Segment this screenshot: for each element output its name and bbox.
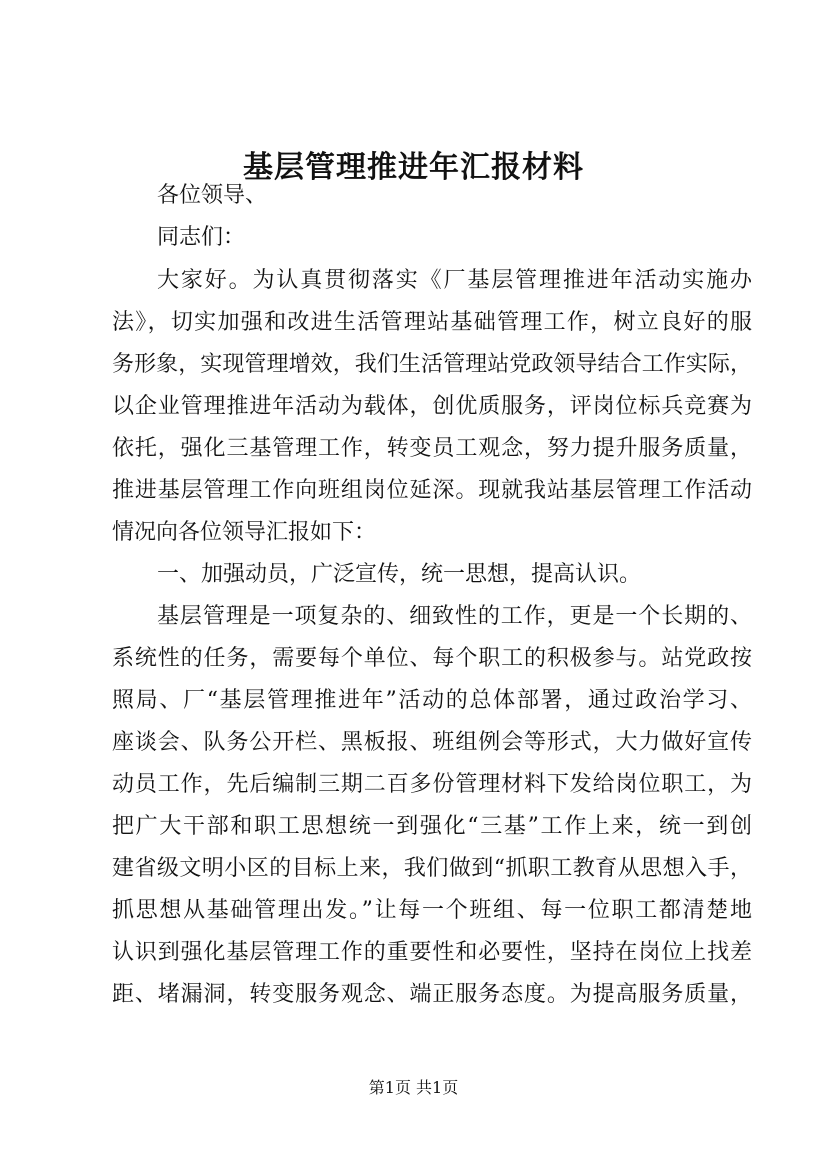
body-line: 座谈会、队务公开栏、黑板报、班组例会等形式，大力做好宣传 (112, 730, 752, 755)
document-title: 基层管理推进年汇报材料 (243, 150, 584, 185)
body-line: 推进基层管理工作向班组岗位延深。现就我站基层管理工作活动 (112, 478, 752, 503)
body-line: 距、堵漏洞，转变服务观念、端正服务态度。为提高服务质量， (112, 982, 752, 1007)
body-line: 系统性的任务，需要每个单位、每个职工的积极参与。站党政按 (112, 646, 752, 671)
body-line: 建省级文明小区的目标上来，我们做到“抓职工教育从思想入手， (112, 856, 752, 881)
body-line: 把广大干部和职工思想统一到强化“三基”工作上来，统一到创 (112, 814, 752, 839)
body-line: 基层管理是一项复杂的、细致性的工作，更是一个长期的、 (157, 604, 752, 629)
salutation-line-1: 各位领导、 (157, 183, 268, 208)
body-line: 大家好。为认真贯彻落实《厂基层管理推进年活动实施办 (157, 268, 752, 293)
section-heading: 一、加强动员，广泛宣传，统一思想，提高认识。 (157, 562, 642, 587)
body-line: 法》，切实加强和改进生活管理站基础管理工作，树立良好的服 (112, 310, 752, 335)
body-line: 以企业管理推进年活动为载体，创优质服务，评岗位标兵竞赛为 (112, 394, 752, 419)
body-line: 照局、厂“基层管理推进年”活动的总体部署，通过政治学习、 (112, 688, 752, 713)
body-line: 动员工作，先后编制三期二百多份管理材料下发给岗位职工，为 (112, 772, 752, 797)
body-line: 依托，强化三基管理工作，转变员工观念，努力提升服务质量， (112, 436, 752, 461)
body-line: 情况向各位领导汇报如下： (112, 520, 377, 545)
body-line: 务形象，实现管理增效，我们生活管理站党政领导结合工作实际， (112, 352, 752, 377)
body-line: 抓思想从基础管理出发。”让每一个班组、每一位职工都清楚地 (112, 898, 752, 923)
page-footer: 第1页 共1页 (368, 1078, 459, 1097)
body-line: 认识到强化基层管理工作的重要性和必要性，坚持在岗位上找差 (112, 940, 752, 965)
salutation-line-2: 同志们： (157, 225, 246, 250)
